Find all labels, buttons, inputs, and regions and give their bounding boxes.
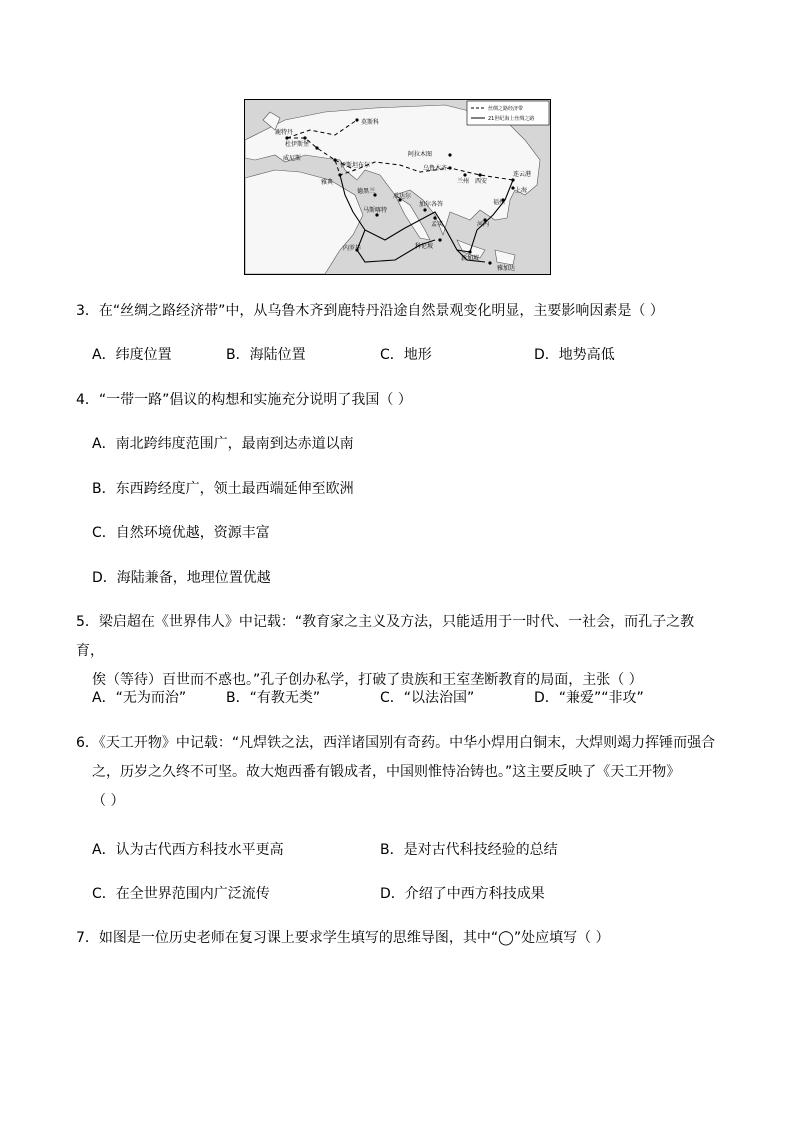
city-label: 伊斯坦布尔 [340,162,371,169]
q3-option-d[interactable]: D．地势高低 [534,347,615,363]
city-label: 瓜达尔 [393,193,412,200]
legend-land-route: 丝绸之路经济带 [488,106,524,112]
city-label: 孟买 [431,221,444,228]
q3-option-b[interactable]: B．海陆位置 [226,347,306,363]
q6-stem-line1: 6．《天工开物》中记载：“凡焊铁之法，西洋诸国别有奇药。中华小焊用白铜末，大焊则竭力挥锤而强合 [76,735,716,751]
q6-stem-line2: 之，历岁之久终不可坚。故大炮西番有锻成者，中国则惟恃冶铸也。”这主要反映了《天工开物》 [92,764,681,780]
city-label: 阿拉木图 [408,151,433,158]
city-label: 马斯喀特 [363,207,388,214]
city-label: 连云港 [513,171,532,178]
q5-option-a[interactable]: A．“无为而治” [92,690,187,706]
q6-stem-line3: （ ） [92,793,125,809]
question-4-stem: 4．“一带一路”倡议的构想和实施充分说明了我国（ ） [76,392,412,408]
city-label: 莫斯科 [361,119,380,126]
q4-option-b[interactable]: B．东西跨经度广，领土最西端延伸至欧洲 [92,481,354,497]
city-label: 雅典 [321,179,334,186]
question-6-stem [76,729,722,816]
city-label: 雅加达 [497,265,516,272]
q4-option-a[interactable]: A．南北跨纬度范围广，最南到达赤道以南 [92,436,354,452]
silk-road-map [244,99,551,275]
city-label: 西安 [475,178,488,185]
q4-option-c[interactable]: C．自然环境优越，资源丰富 [92,525,270,541]
question-7-stem: 7．如图是一位历史老师在复习课上要求学生填写的思维导图，其中“◯”处应填写（ ） [76,930,610,946]
q6-option-c[interactable]: C．在全世界范围内广泛流传 [92,886,270,902]
q5-option-c[interactable]: C．“以法治国” [380,690,475,706]
q5-option-b[interactable]: B．“有教无类” [226,690,321,706]
city-label: 科伦坡 [415,243,434,250]
question-3-stem: 3．在“丝绸之路经济带”中，从乌鲁木齐到鹿特丹沿途自然景观变化明显，主要影响因素是（ ） [76,303,664,319]
q6-option-d[interactable]: D．介绍了中西方科技成果 [380,886,545,902]
legend-sea-route: 21世纪海上丝绸之路 [488,116,535,122]
city-label: 新加坡 [461,255,480,262]
city-label: 加尔各答 [419,201,444,208]
city-label: 上海 [515,187,528,194]
city-label: 鹿特丹 [275,129,294,136]
city-label: 杜伊斯堡 [285,141,310,148]
city-label: 乌鲁木齐 [423,165,448,172]
q6-option-a[interactable]: A．认为古代西方科技水平更高 [92,842,284,858]
city-label: 兰州 [457,178,470,185]
city-label: 内罗毕 [343,245,362,252]
q5-stem-line2: 俟（等待）百世而不惑也。”孔子创办私学，打破了贵族和王室垄断教育的局面，主张（ ） [92,672,643,688]
q6-option-b[interactable]: B．是对古代科技经验的总结 [380,842,558,858]
q4-option-d[interactable]: D．海陆兼备，地理位置优越 [92,570,271,586]
q3-option-a[interactable]: A．纬度位置 [92,347,172,363]
question-5-stem [76,608,722,695]
city-label: 德黑兰 [357,188,376,195]
q5-stem-line1: 5．梁启超在《世界伟人》中记载：“教育家之主义及方法，只能适用于一时代、一社会，而孔子之教育， [76,614,695,659]
city-label: 威尼斯 [283,155,302,162]
q3-option-c[interactable]: C．地形 [380,347,432,363]
city-label: 河内 [477,221,490,228]
q5-option-d[interactable]: D．“兼爱”“非攻” [534,690,644,706]
city-label: 福州 [493,199,506,206]
